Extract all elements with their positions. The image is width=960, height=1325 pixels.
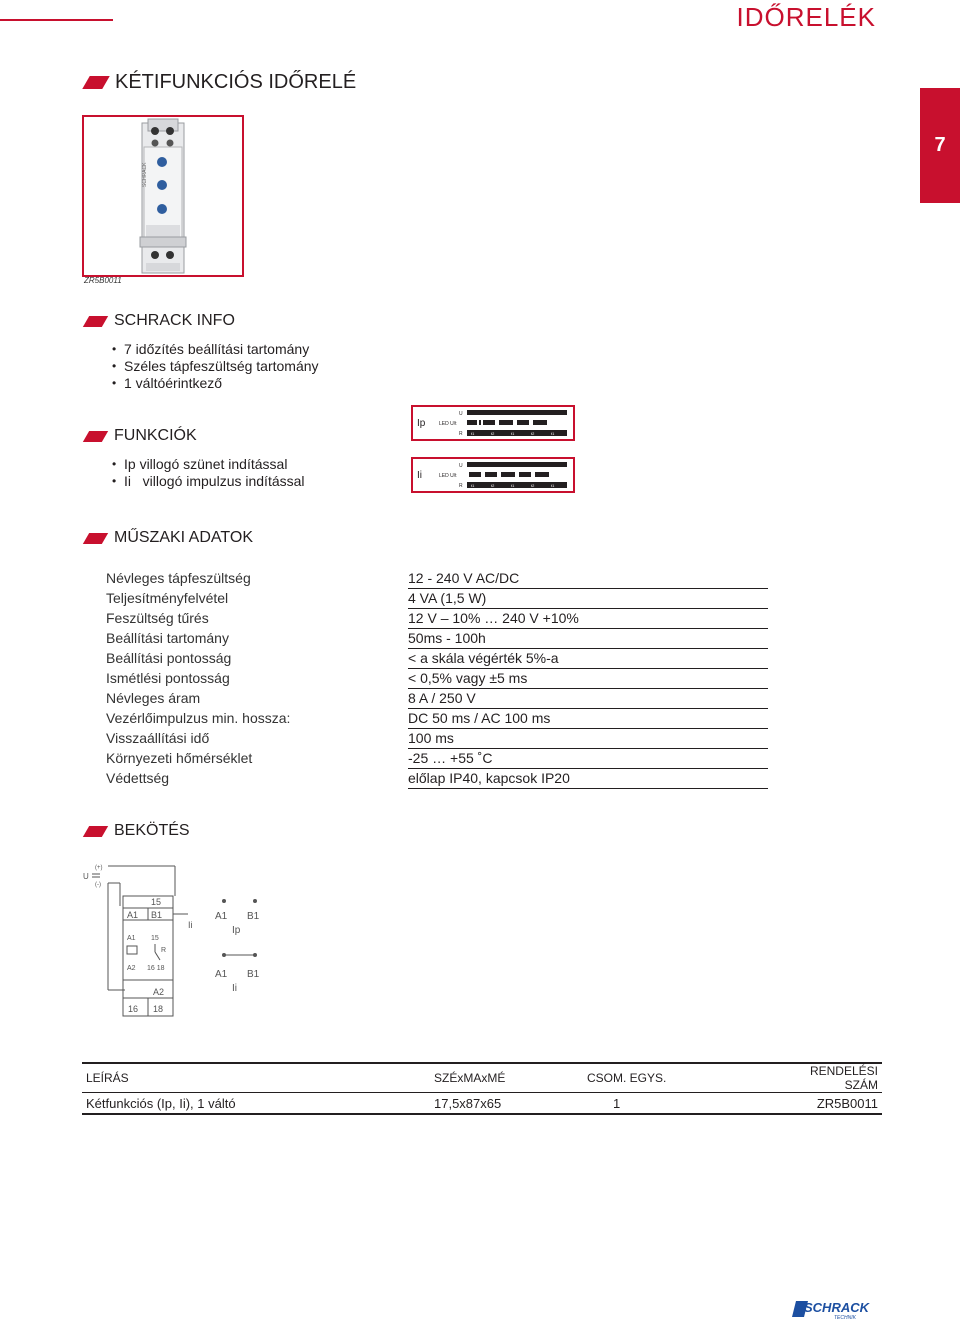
spec-key: Ismétlési pontosság xyxy=(106,670,230,686)
din-rail-relay-image xyxy=(84,117,242,275)
spec-value: 100 ms xyxy=(408,729,768,749)
table-row xyxy=(106,649,768,669)
chapter-tab[interactable] xyxy=(920,88,960,203)
section-marker-icon xyxy=(83,533,108,544)
table-row xyxy=(106,709,768,729)
spec-key: Beállítási pontosság xyxy=(106,650,232,666)
order-description: Kétfunkciós (Ip, Ii), 1 váltó xyxy=(82,1093,430,1115)
product-image xyxy=(82,115,244,277)
svg-text:Ip: Ip xyxy=(232,925,241,936)
spec-value: -25 … +55 ˚C xyxy=(408,749,768,769)
info-list xyxy=(110,341,319,392)
table-row xyxy=(106,669,768,689)
list-item: • Ii villogó impulzus indítással xyxy=(110,473,305,490)
order-number: ZR5B0011 xyxy=(781,1093,882,1115)
svg-text:A1: A1 xyxy=(127,910,139,920)
specs-heading-text: MŰSZAKI ADATOK xyxy=(114,529,253,546)
svg-text:t1: t1 xyxy=(471,431,475,436)
timing-diagram-ii xyxy=(411,457,575,493)
spec-value: 50ms - 100h xyxy=(408,629,768,649)
table-header-row xyxy=(82,1063,882,1093)
svg-text:B1: B1 xyxy=(247,911,260,922)
svg-text:15: 15 xyxy=(151,935,159,942)
section-marker-icon xyxy=(82,76,110,89)
wiring-heading-text: BEKÖTÉS xyxy=(114,822,190,839)
svg-text:(-): (-) xyxy=(95,882,101,888)
column-header: SZÉxMAxMÉ xyxy=(430,1063,583,1093)
spec-key: Visszaállítási idő xyxy=(106,730,210,746)
specs-heading xyxy=(82,529,253,547)
table-row xyxy=(106,769,768,789)
svg-text:t1: t1 xyxy=(551,431,555,436)
svg-text:SCHRACK: SCHRACK xyxy=(142,162,148,187)
spec-key: Környezeti hőmérséklet xyxy=(106,750,253,766)
svg-text:R: R xyxy=(161,947,167,954)
list-item: • Ip villogó szünet indítással xyxy=(110,456,305,473)
header-rule xyxy=(0,19,113,21)
svg-text:t2: t2 xyxy=(491,483,495,488)
table-row xyxy=(106,729,768,749)
list-item: • Széles tápfeszültség tartomány xyxy=(110,358,319,375)
svg-text:15: 15 xyxy=(151,897,162,907)
svg-text:(+): (+) xyxy=(95,865,103,871)
table-row xyxy=(106,689,768,709)
column-header: LEÍRÁS xyxy=(82,1063,430,1093)
table-row xyxy=(106,569,768,589)
spec-key: Névleges tápfeszültség xyxy=(106,570,251,587)
functions-heading xyxy=(82,427,197,445)
timing-diagram-ip xyxy=(411,405,575,441)
page-title: IDŐRELÉK xyxy=(736,2,876,32)
product-title xyxy=(82,71,356,94)
section-marker-icon xyxy=(83,431,108,442)
spec-value: 12 - 240 V AC/DC xyxy=(408,569,768,589)
wiring-heading xyxy=(82,822,190,840)
svg-text:R: R xyxy=(459,431,463,437)
order-table xyxy=(82,1062,882,1115)
order-dimensions: 17,5x87x65 xyxy=(430,1093,583,1115)
svg-text:16: 16 xyxy=(128,1004,139,1014)
order-pack-unit: 1 xyxy=(583,1093,781,1115)
svg-text:B1: B1 xyxy=(151,910,163,920)
svg-text:Ii: Ii xyxy=(232,983,237,994)
info-heading-text: SCHRACK INFO xyxy=(114,312,235,329)
spec-value: 4 VA (1,5 W) xyxy=(408,589,768,609)
spec-value: 12 V – 10% … 240 V +10% xyxy=(408,609,768,629)
svg-text:R: R xyxy=(459,483,463,489)
svg-text:SCHRACK: SCHRACK xyxy=(804,1300,869,1315)
spec-key: Védettség xyxy=(106,770,170,786)
svg-text:A1: A1 xyxy=(127,935,136,942)
wiring-selection-diagram xyxy=(210,895,270,995)
svg-text:U: U xyxy=(83,872,89,881)
functions-heading-text: FUNKCIÓK xyxy=(114,427,197,444)
spec-value: DC 50 ms / AC 100 ms xyxy=(408,709,768,729)
svg-text:16 18: 16 18 xyxy=(147,965,165,972)
image-caption: ZR5B0011 xyxy=(84,276,122,285)
specs-table xyxy=(106,569,768,789)
list-item: • 1 váltóérintkező xyxy=(110,375,319,392)
svg-text:t1: t1 xyxy=(511,431,515,436)
svg-text:18: 18 xyxy=(153,1004,164,1014)
svg-text:t1: t1 xyxy=(551,483,555,488)
svg-text:TECHNIK: TECHNIK xyxy=(834,1315,856,1320)
table-row xyxy=(106,629,768,649)
info-heading xyxy=(82,312,235,330)
spec-key: Feszültség tűrés xyxy=(106,610,209,626)
diagram-label: Ii xyxy=(417,470,422,481)
spec-value: 8 A / 250 V xyxy=(408,689,768,709)
column-header: CSOM. EGYS. xyxy=(583,1063,781,1093)
svg-text:B1: B1 xyxy=(247,969,260,980)
svg-text:U: U xyxy=(459,411,463,417)
list-item: • 7 időzítés beállítási tartomány xyxy=(110,341,319,358)
spec-value: előlap IP40, kapcsok IP20 xyxy=(408,769,768,789)
svg-text:t2: t2 xyxy=(531,483,535,488)
svg-text:A2: A2 xyxy=(153,987,165,997)
spec-value: < 0,5% vagy ±5 ms xyxy=(408,669,768,689)
table-row xyxy=(106,609,768,629)
schrack-logo xyxy=(790,1298,870,1320)
spec-key: Névleges áram xyxy=(106,690,201,706)
svg-text:t2: t2 xyxy=(491,431,495,436)
column-header: RENDELÉSI SZÁM xyxy=(781,1063,882,1093)
svg-text:A1: A1 xyxy=(215,911,228,922)
functions-list xyxy=(110,456,305,490)
chapter-number: 7 xyxy=(934,134,946,156)
spec-key: Teljesítményfelvétel xyxy=(106,590,229,606)
product-title-text: KÉTIFUNKCIÓS IDŐRELÉ xyxy=(115,71,357,93)
svg-text:Ii: Ii xyxy=(188,920,193,930)
table-row[interactable] xyxy=(82,1093,882,1115)
svg-text:LED U/t: LED U/t xyxy=(439,421,457,427)
svg-text:A2: A2 xyxy=(127,965,136,972)
spec-value: < a skála végérték 5%-a xyxy=(408,649,768,669)
section-marker-icon xyxy=(83,316,108,327)
svg-text:t2: t2 xyxy=(531,431,535,436)
svg-text:LED U/t: LED U/t xyxy=(439,473,457,479)
table-row xyxy=(106,589,768,609)
svg-text:U: U xyxy=(459,463,463,469)
table-row xyxy=(106,749,768,769)
diagram-label: Ip xyxy=(417,418,426,429)
spec-key: Beállítási tartomány xyxy=(106,630,229,646)
svg-text:t1: t1 xyxy=(471,483,475,488)
svg-text:A1: A1 xyxy=(215,969,228,980)
svg-text:t1: t1 xyxy=(511,483,515,488)
section-marker-icon xyxy=(83,826,108,837)
spec-key: Vezérlőimpulzus min. hossza: xyxy=(106,710,291,726)
